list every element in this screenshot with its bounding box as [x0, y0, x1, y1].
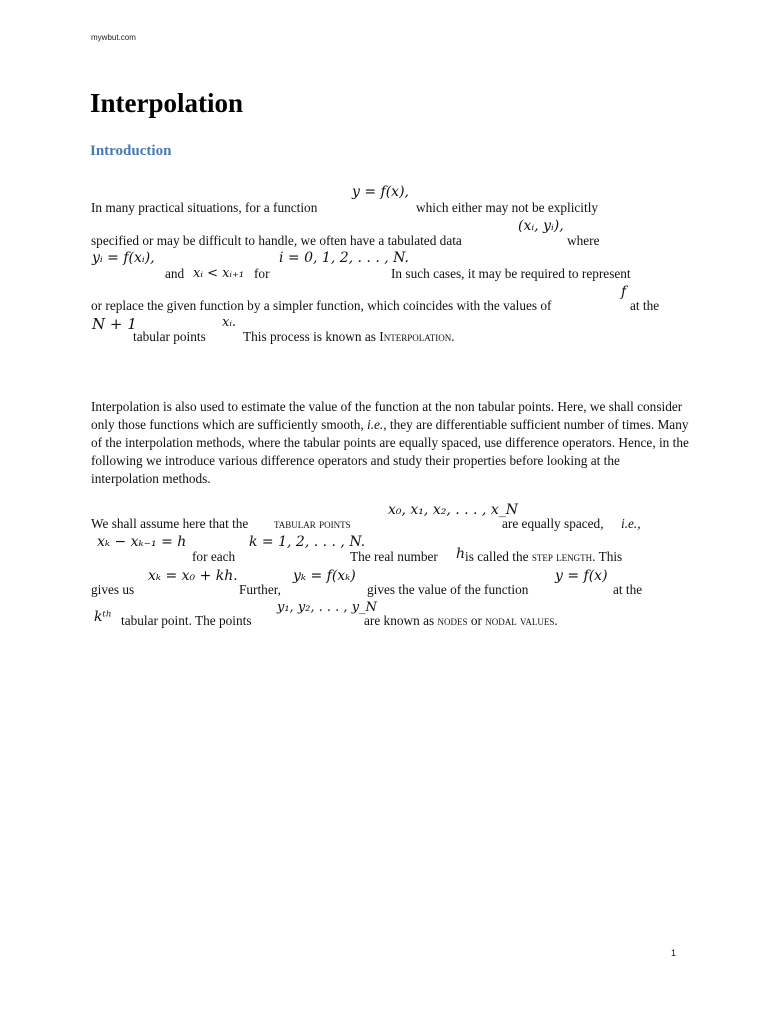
p3-line3-gives2: gives the value of the function — [367, 582, 529, 597]
p3-line4-known: are known as nodes or nodal values. — [364, 613, 558, 628]
p3-line1-a: We shall assume here that the — [91, 516, 249, 531]
p1-line3-b: In such cases, it may be required to represent — [391, 266, 631, 281]
math-yk-equals: yₖ = f(xₖ) — [293, 568, 356, 584]
p3-line1-b: are equally spaced, — [502, 516, 604, 531]
math-y-equals-fx-2: y = f(x) — [555, 568, 608, 584]
math-yi-equals-fxi: yᵢ = f(xᵢ), — [92, 250, 155, 266]
p3-line2-foreach: for each — [192, 549, 236, 564]
math-f: f — [621, 284, 627, 300]
math-i-range: i = 0, 1, 2, . . . , N. — [279, 250, 409, 266]
math-k-th: kᵗʰ — [94, 609, 112, 625]
math-xk-diff: xₖ − xₖ₋₁ = h — [97, 534, 187, 550]
p3-line2-real: The real number — [350, 549, 438, 564]
page-number: 1 — [671, 948, 677, 958]
p1-line2-b: where — [567, 233, 600, 248]
p3-line1-ie: i.e., — [621, 516, 641, 531]
p1-line4-b: at the — [630, 298, 660, 313]
p3-line3-further: Further, — [239, 582, 281, 597]
math-n-plus-1: N + 1 — [92, 315, 137, 333]
p3-line2-called: is called the step length. This — [465, 549, 623, 564]
math-x-sequence: x₀, x₁, x₂, . . . , x_N — [388, 502, 518, 518]
math-xk-equals: xₖ = x₀ + kh. — [148, 568, 238, 584]
paragraph-2: Interpolation is also used to estimate the value of the function at the non tabular points. Here, we shall consider only those functions which are sufficiently smooth, i.e., they are differentiable sufficient number of times. Many of the interpolation methods, where the tabular points are equally spaced, use difference operators. Hence, in the following we introduce various difference operators and study their properties before looking at the interpolation methods. — [91, 399, 689, 486]
p1-line1-b: which either may not be explicitly — [416, 200, 599, 215]
p1-line5-b: This process is known as Interpolation. — [243, 329, 455, 344]
p1-line5-a: tabular points — [133, 329, 206, 344]
math-xi: xᵢ. — [222, 315, 237, 330]
page-title: Interpolation — [90, 88, 244, 118]
p3-line1-sc: tabular points — [274, 516, 351, 531]
math-h: h — [456, 546, 466, 562]
math-y-sequence: y₁, y₂, . . . , y_N — [277, 600, 377, 615]
math-y-equals-fx: y = f(x), — [352, 184, 409, 200]
p1-line2-a: specified or may be difficult to handle, we often have a tabulated data — [91, 233, 462, 248]
section-heading: Introduction — [90, 143, 172, 159]
p1-line3-for: for — [254, 266, 270, 281]
math-k-range: k = 1, 2, . . . , N. — [249, 534, 366, 550]
p3-line3-gives: gives us — [91, 582, 135, 597]
p1-line3-and: and — [165, 266, 185, 281]
math-xi-yi: (xᵢ, yᵢ), — [518, 218, 564, 234]
site-header: mywbut.com — [91, 33, 136, 42]
p3-line3-atthe: at the — [613, 582, 643, 597]
p1-line1-a: In many practical situations, for a function — [91, 200, 318, 215]
p3-line4-tab: tabular point. The points — [121, 613, 252, 628]
p1-line4-a: or replace the given function by a simpler function, which coincides with the values of — [91, 298, 552, 313]
math-xi-less-xi1: xᵢ < xᵢ₊₁ — [193, 266, 245, 281]
